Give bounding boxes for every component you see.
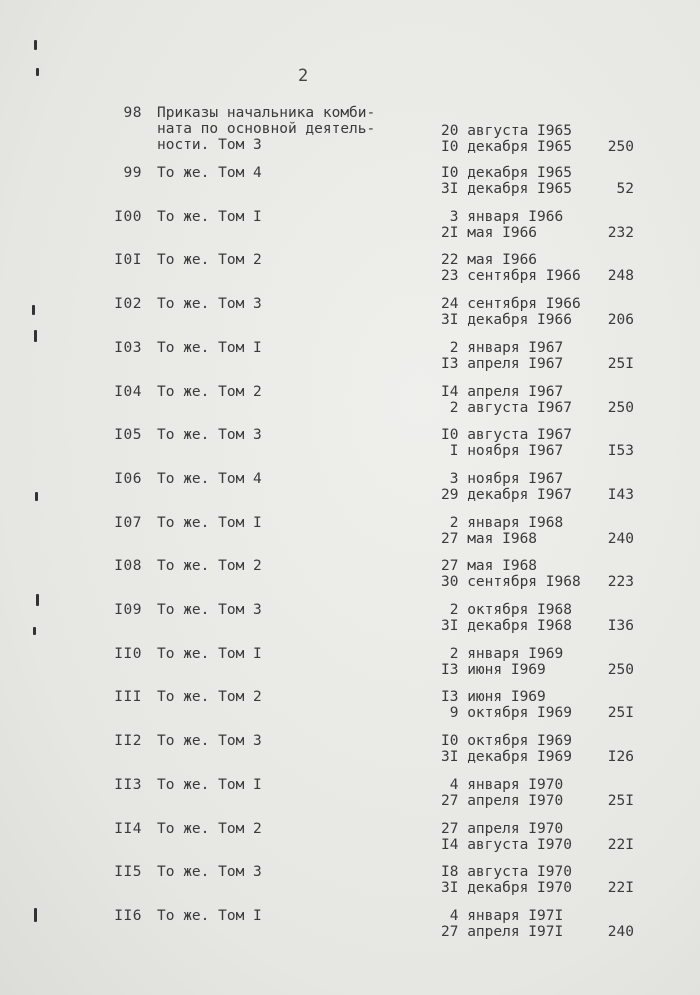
entry-number: I05 <box>114 427 142 443</box>
sheet-count: 248 <box>607 268 634 284</box>
entry-number: II2 <box>114 733 142 749</box>
entry-dates <box>441 340 601 372</box>
date-end: 29 декабря I967 <box>441 487 572 503</box>
sheet-count: 250 <box>607 139 634 155</box>
entry-number: I00 <box>114 209 142 225</box>
punch-mark <box>34 40 37 50</box>
date-start: 2 января I968 <box>441 515 564 531</box>
entry-title: То же. Том I <box>157 777 262 793</box>
entry-number: I07 <box>114 515 142 531</box>
entry-number: II0 <box>114 646 142 662</box>
punch-mark <box>34 330 37 342</box>
date-start: 2 октября I968 <box>441 602 572 618</box>
date-start: I4 апреля I967 <box>441 384 564 400</box>
date-end: I ноября I967 <box>441 443 564 459</box>
entry-dates <box>441 209 601 241</box>
date-start: I3 июня I969 <box>441 689 546 705</box>
date-start: I0 декабря I965 <box>441 165 572 181</box>
entry-title: То же. Том 3 <box>157 296 262 312</box>
entry-dates <box>441 646 601 678</box>
sheet-count: 25I <box>607 793 634 809</box>
sheet-count: 223 <box>607 574 634 590</box>
entry-number: I02 <box>114 296 142 312</box>
date-end: 3I декабря I966 <box>441 312 572 328</box>
punch-mark <box>34 908 37 922</box>
sheet-count: 206 <box>607 312 634 328</box>
sheet-count: 25I <box>607 356 634 372</box>
date-start: I0 августа I967 <box>441 427 572 443</box>
page-number: 2 <box>298 66 309 86</box>
entry-dates <box>441 602 601 634</box>
date-start: 4 января I970 <box>441 777 564 793</box>
date-end: 27 апреля I970 <box>441 793 564 809</box>
date-start: 4 января I97I <box>441 908 564 924</box>
entry-title: То же. Том 3 <box>157 733 262 749</box>
punch-mark <box>36 68 39 76</box>
entry-dates <box>441 252 601 284</box>
date-start: 27 мая I968 <box>441 558 538 574</box>
sheet-count: 25I <box>607 705 634 721</box>
entry-title: То же. Том I <box>157 646 262 662</box>
entry-number: I08 <box>114 558 142 574</box>
sheet-count: 232 <box>607 225 634 241</box>
entry-title: То же. Том I <box>157 209 262 225</box>
entry-number: III <box>114 689 142 705</box>
entry-dates <box>441 384 601 416</box>
entry-dates <box>441 777 601 809</box>
sheet-count: 240 <box>607 924 634 940</box>
entry-title: То же. Том 2 <box>157 821 262 837</box>
date-start: I0 октября I969 <box>441 733 572 749</box>
entry-dates <box>441 296 601 328</box>
punch-mark <box>35 492 38 501</box>
entry-title: То же. Том I <box>157 340 262 356</box>
date-start: 2 января I967 <box>441 340 564 356</box>
sheet-count: I36 <box>607 618 634 634</box>
punch-mark <box>32 305 35 315</box>
sheet-count: 22I <box>607 837 634 853</box>
entry-dates <box>441 821 601 853</box>
entry-dates <box>441 471 601 503</box>
entry-dates <box>441 558 601 590</box>
sheet-count: I53 <box>607 443 634 459</box>
sheet-count: I43 <box>607 487 634 503</box>
entry-dates <box>441 689 601 721</box>
date-end: 3I декабря I970 <box>441 880 572 896</box>
entry-title: То же. Том 2 <box>157 689 262 705</box>
date-end: 2I мая I966 <box>441 225 538 241</box>
entry-dates <box>441 515 601 547</box>
entry-number: I0I <box>114 252 142 268</box>
entry-dates <box>441 123 601 155</box>
entry-number: 98 <box>123 105 142 121</box>
entry-title: То же. Том 3 <box>157 427 262 443</box>
date-end: 3I декабря I968 <box>441 618 572 634</box>
date-start: 22 мая I966 <box>441 252 538 268</box>
sheet-count: 52 <box>616 181 634 197</box>
entry-title: То же. Том 4 <box>157 165 262 181</box>
entry-title: То же. Том 2 <box>157 558 262 574</box>
entry-number: II5 <box>114 864 142 880</box>
entry-title: То же. Том 2 <box>157 384 262 400</box>
date-start: 3 ноября I967 <box>441 471 564 487</box>
date-end: I3 июня I969 <box>441 662 546 678</box>
date-end: 30 сентября I968 <box>441 574 581 590</box>
entry-dates <box>441 733 601 765</box>
date-end: 3I декабря I965 <box>441 181 572 197</box>
date-end: 9 октября I969 <box>441 705 572 721</box>
date-end: 27 апреля I97I <box>441 924 564 940</box>
date-start: 2 января I969 <box>441 646 564 662</box>
entry-title: То же. Том I <box>157 908 262 924</box>
entry-title: То же. Том 2 <box>157 252 262 268</box>
date-start: 20 августа I965 <box>441 123 572 139</box>
sheet-count: I26 <box>607 749 634 765</box>
entry-number: I09 <box>114 602 142 618</box>
sheet-count: 250 <box>607 662 634 678</box>
entry-number: II3 <box>114 777 142 793</box>
date-start: 24 сентября I966 <box>441 296 581 312</box>
punch-mark <box>36 594 39 606</box>
sheet-count: 240 <box>607 531 634 547</box>
date-start: 27 апреля I970 <box>441 821 564 837</box>
entry-title: Приказы начальника комби- ната по основной деятель- ности. Том 3 <box>157 105 376 153</box>
sheet-count: 250 <box>607 400 634 416</box>
entry-number: II6 <box>114 908 142 924</box>
sheet-count: 22I <box>607 880 634 896</box>
entry-number: I03 <box>114 340 142 356</box>
date-end: 27 мая I968 <box>441 531 538 547</box>
date-end: I0 декабря I965 <box>441 139 572 155</box>
entry-title: То же. Том 3 <box>157 864 262 880</box>
date-end: 3I декабря I969 <box>441 749 572 765</box>
entry-title: То же. Том 4 <box>157 471 262 487</box>
date-end: I3 апреля I967 <box>441 356 564 372</box>
date-start: 3 января I966 <box>441 209 564 225</box>
entry-number: I06 <box>114 471 142 487</box>
date-end: I4 августа I970 <box>441 837 572 853</box>
entry-dates <box>441 908 601 940</box>
entry-dates <box>441 427 601 459</box>
entry-title: То же. Том 3 <box>157 602 262 618</box>
entry-number: 99 <box>123 165 142 181</box>
date-end: 2 августа I967 <box>441 400 572 416</box>
entry-dates <box>441 864 601 896</box>
entry-number: I04 <box>114 384 142 400</box>
entry-title: То же. Том I <box>157 515 262 531</box>
date-start: I8 августа I970 <box>441 864 572 880</box>
entry-dates <box>441 165 601 197</box>
entry-number: II4 <box>114 821 142 837</box>
date-end: 23 сентября I966 <box>441 268 581 284</box>
punch-mark <box>33 627 36 635</box>
